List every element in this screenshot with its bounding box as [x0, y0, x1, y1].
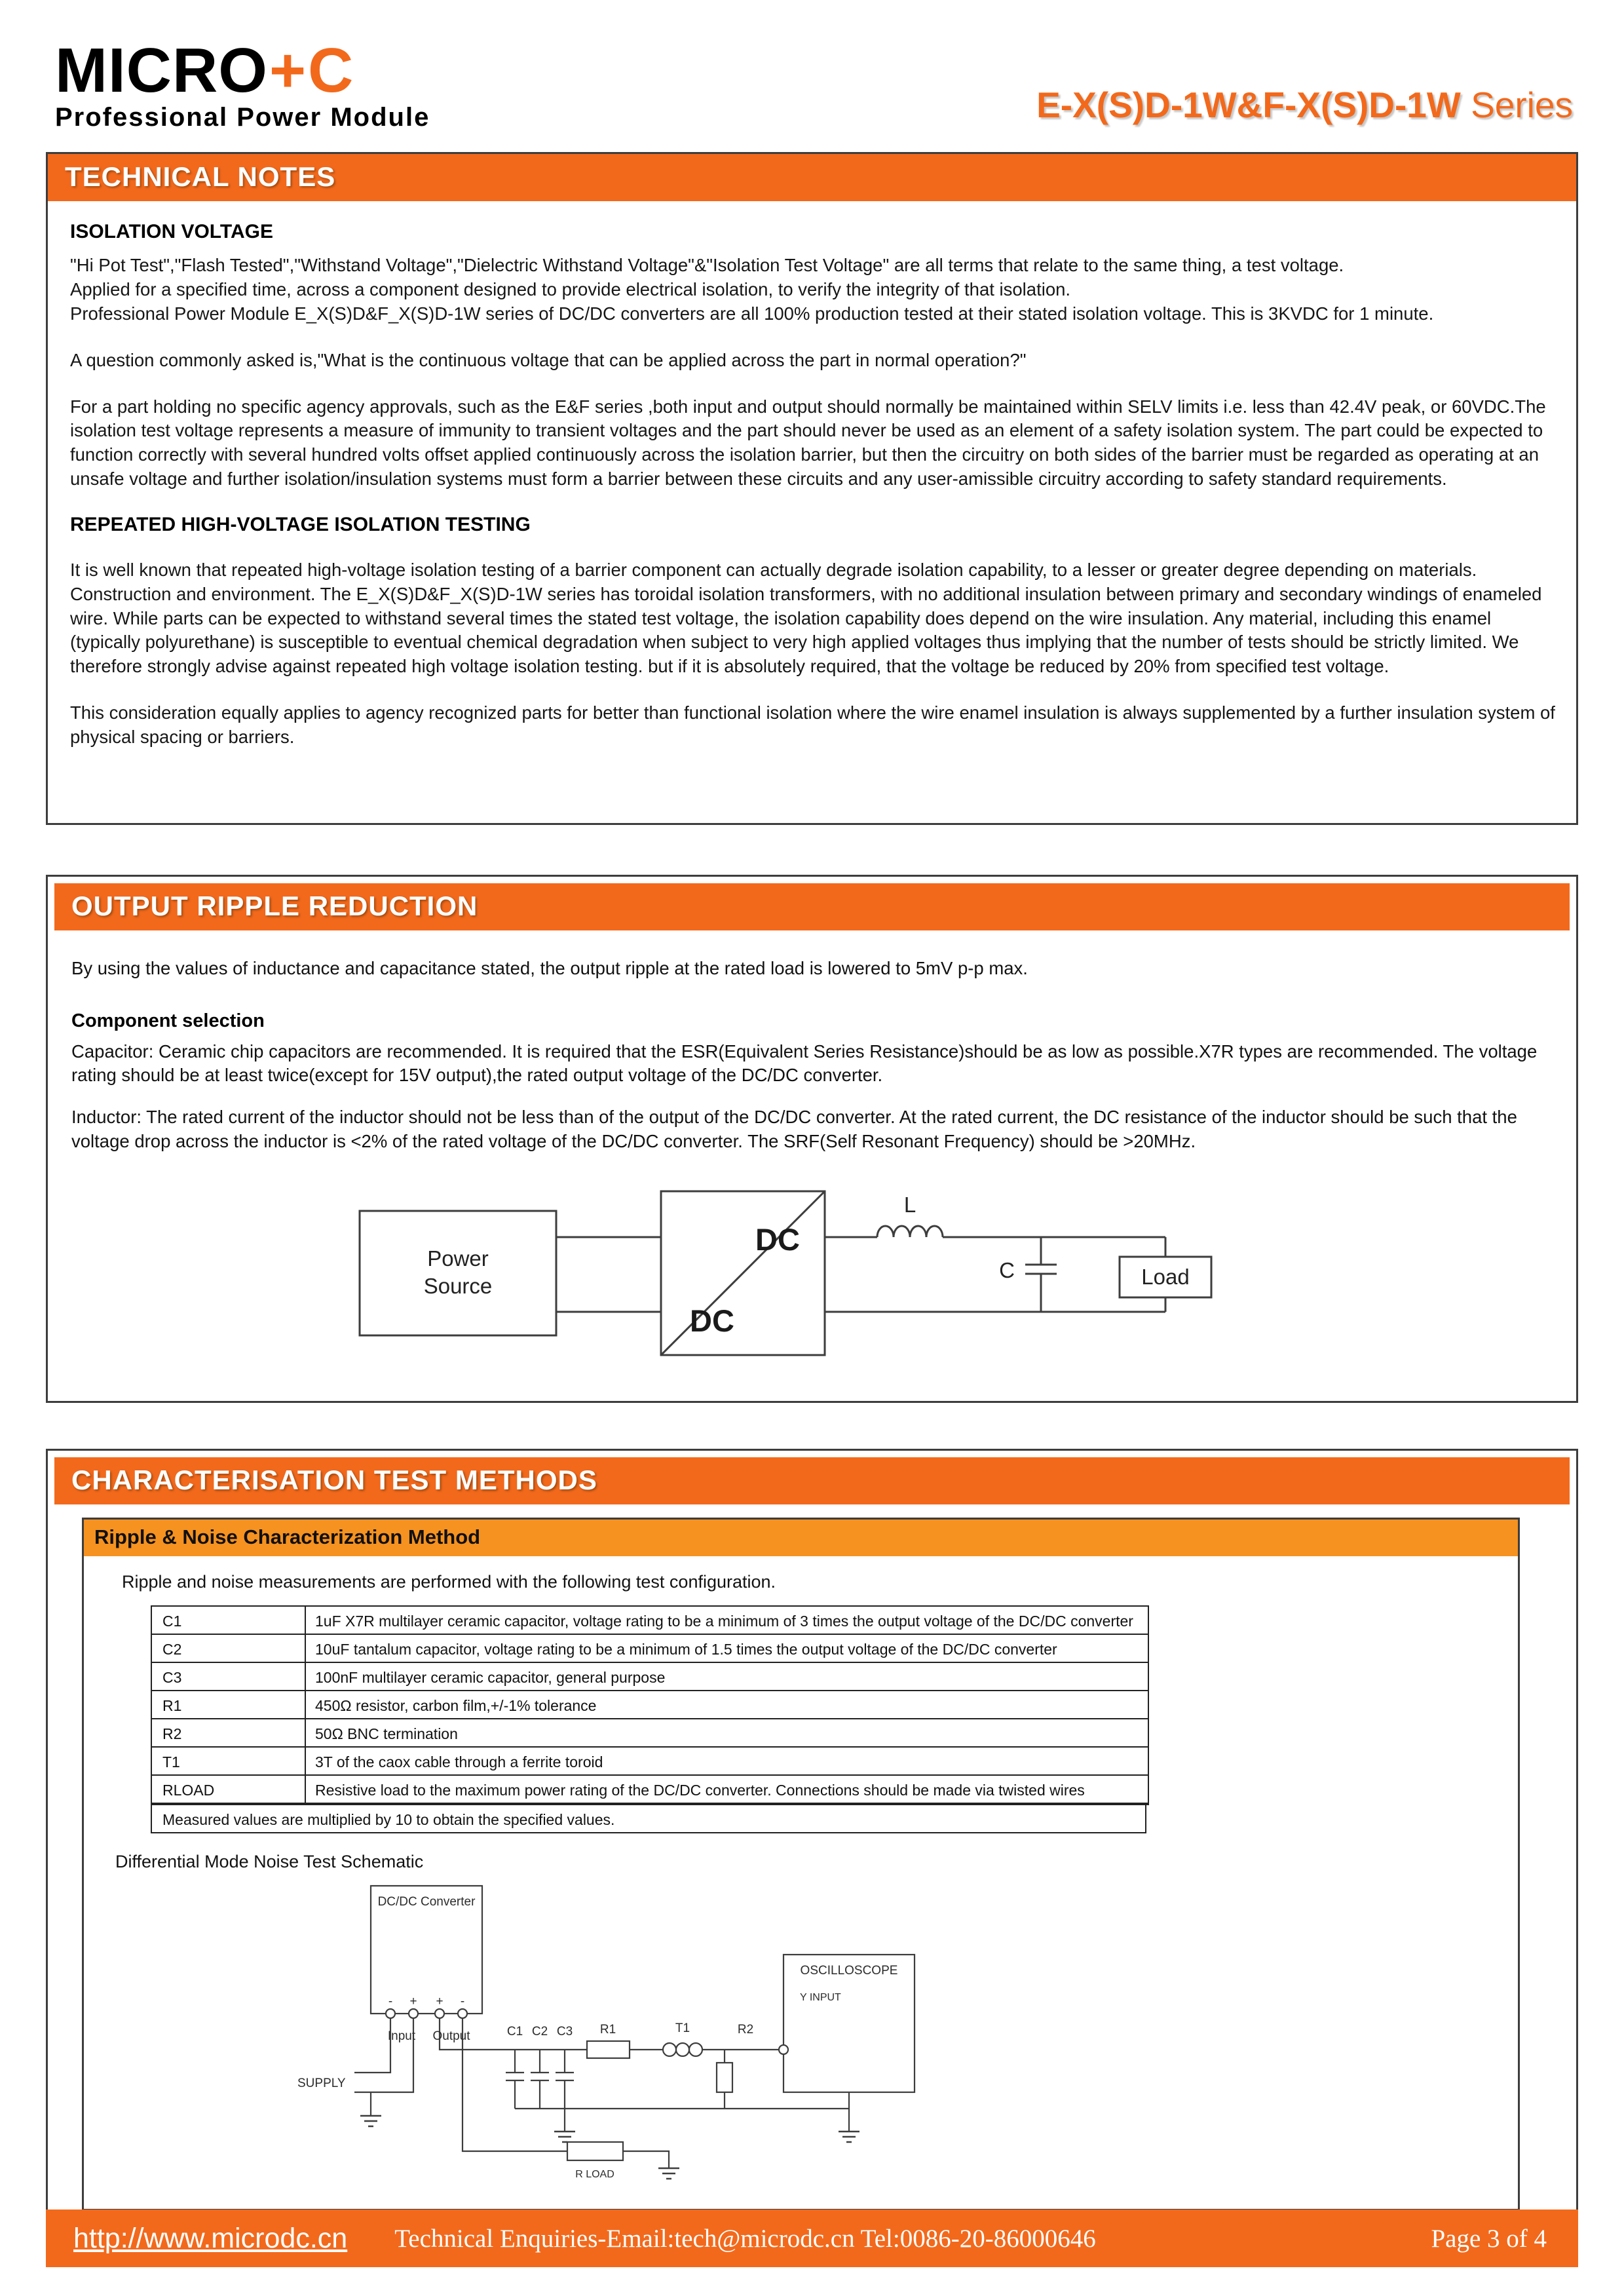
repeated-testing-heading: REPEATED HIGH-VOLTAGE ISOLATION TESTING [70, 513, 531, 535]
isolation-paragraph-3: For a part holding no specific agency approvals, such as the E&F series ,both input and output should normally be maintained within SELV limits i.e. less than 42.4V peak, or 60VDC.The isolation test voltage represents a measure of immunity to transient voltages and the part should never be used as an element of a safety isolation system. The part could be expected to function correctly with several hundred volts offset applied continuously across the isolation barrier, but then the circuitry on both sides of the barrier must be regarded as operating at an unsafe voltage and further isolation/insulation systems must form a barrier between these circuits and any user-amissible circuitry according to safety standard requirements. [70, 396, 1546, 489]
characterisation-inner-box [82, 1518, 1520, 2211]
table-row [152, 1663, 1148, 1691]
r2-label: R2 [737, 2023, 754, 2037]
component-label: R1 [152, 1691, 306, 1718]
component-description: 50Ω BNC termination [315, 1725, 458, 1743]
output-plus-terminal [435, 2009, 444, 2018]
component-description: 100nF multilayer ceramic capacitor, general purpose [315, 1669, 666, 1687]
inductor-symbol [877, 1226, 943, 1237]
characterisation-section [46, 1449, 1578, 2239]
technical-notes-section [46, 152, 1578, 825]
logo-text-micro: MICRO [55, 35, 268, 105]
input-minus-terminal [386, 2009, 395, 2018]
technical-notes-content [48, 201, 1576, 823]
logo-tagline: Professional Power Module [55, 103, 430, 132]
output-plus-label: + [436, 1995, 444, 2009]
input-label: Input [387, 2029, 416, 2044]
component-selection-heading: Component selection [71, 1010, 265, 1031]
capacitor-paragraph: Capacitor: Ceramic chip capacitors are recommended. It is required that the ESR(Equivalent Series Resistance)should be as low as possible.X7R types are recommended. The voltage rating should be at least twice(except for 15V output),the rated output voltage of the DC/DC converter. [71, 1041, 1538, 1086]
characterisation-banner: CHARACTERISATION TEST METHODS [54, 1457, 1570, 1504]
output-ripple-intro: By using the values of inductance and capacitance stated, the output ripple at the rated load is lowered to 5mV p-p max. [71, 957, 1028, 978]
inductor-label: L [903, 1193, 916, 1217]
rload-box [567, 2142, 623, 2160]
table-row [152, 1748, 1148, 1776]
ground-symbol [360, 2116, 381, 2126]
c2-label: C2 [531, 2025, 548, 2039]
characterisation-content [84, 1556, 1518, 2209]
r2-resistor-symbol [717, 2063, 732, 2092]
component-label: C3 [152, 1663, 306, 1690]
technical-notes-banner: TECHNICAL NOTES [48, 154, 1576, 201]
output-ripple-banner: OUTPUT RIPPLE REDUCTION [54, 883, 1570, 930]
oscilloscope-label: OSCILLOSCOPE [800, 1964, 898, 1978]
paragraph-line: Professional Power Module E_X(S)D&F_X(S)D-1W series of DC/DC converters are all 100% production tested at their stated isolation voltage. This is 3KVDC for 1 minute. [70, 303, 1434, 324]
supply-label: SUPPLY [297, 2076, 346, 2091]
c1-label: C1 [506, 2025, 523, 2039]
r1-resistor-symbol [587, 2041, 630, 2058]
component-label: R2 [152, 1719, 306, 1746]
component-description: Resistive load to the maximum power rating of the DC/DC converter. Connections should be made via twisted wires [315, 1782, 1085, 1799]
logo [55, 35, 430, 132]
output-minus-terminal [458, 2009, 467, 2018]
ground-symbol [839, 2132, 859, 2142]
t1-toroid-symbol [663, 2043, 676, 2056]
series-title [1036, 84, 1573, 132]
paragraph-line: Applied for a specified time, across a component designed to provide electrical isolation, to verify the integrity of that isolation. [70, 279, 1071, 300]
rload-label: R LOAD [575, 2169, 614, 2181]
repeated-testing-paragraph-1: It is well known that repeated high-voltage isolation testing of a barrier component can actually degrade isolation capability, to a lesser or greater degree depending on materials. Construction and environment. The E_X(S)D&F_X(S)D-1W series has toroidal isolation transformers, with no additional insulation between primary and secondary windings of enameled wire. While parts can be expected to withstand several times the stated test voltage, the isolation capability does depend on the wire insulation. Any material, including this enamel (typically polyurethane) is susceptible to eventual chemical degradation when subject to very high applied voltages thus implying that the number of tests should be strictly limited. We therefore strongly advise against repeated high voltage isolation testing. but if it is absolutely required, that the voltage be reduced by 20% from specified test voltage. [70, 559, 1542, 677]
table-row [152, 1607, 1148, 1635]
dc-label-top: DC [755, 1222, 800, 1257]
footer-bar [46, 2210, 1578, 2267]
series-title-suffix: Series [1460, 85, 1573, 126]
table-row [152, 1719, 1148, 1748]
schematic-caption: Differential Mode Noise Test Schematic [115, 1852, 424, 1872]
ground-symbol [554, 2132, 575, 2142]
component-description: 10uF tantalum capacitor, voltage rating to be a minimum of 1.5 times the output voltage of the DC/DC converter [315, 1641, 1057, 1658]
footer-url-link[interactable]: http://www.microdc.cn [73, 2222, 348, 2254]
c3-label: C3 [556, 2025, 573, 2039]
component-label: C1 [152, 1607, 306, 1634]
input-minus-label: - [388, 1995, 393, 2009]
logo-wordmark [55, 35, 430, 105]
output-ripple-content [48, 937, 1576, 1401]
table-row [152, 1635, 1148, 1663]
power-source-label-2: Source [423, 1274, 493, 1299]
repeated-testing-paragraph-2: This consideration equally applies to agency recognized parts for better than functional isolation where the wire enamel insulation is always supplemented by a further insulation system of physical spacing or barriers. [70, 702, 1555, 747]
load-label: Load [1141, 1265, 1190, 1290]
noise-test-schematic [292, 1876, 947, 2191]
scope-input-terminal [779, 2045, 788, 2054]
power-source-box [360, 1211, 556, 1335]
component-label: C2 [152, 1635, 306, 1662]
component-description: 450Ω resistor, carbon film,+/-1% tolerance [315, 1697, 597, 1715]
isolation-paragraph-2: A question commonly asked is,"What is the continuous voltage that can be applied across the part in normal operation?" [70, 349, 1027, 370]
series-title-main: E-X(S)D-1W&F-X(S)D-1W [1036, 85, 1461, 126]
component-description: 1uF X7R multilayer ceramic capacitor, voltage rating to be a minimum of 3 times the output voltage of the DC/DC converter [315, 1613, 1133, 1630]
component-label: T1 [152, 1748, 306, 1774]
ripple-noise-method-subbanner: Ripple & Noise Characterization Method [84, 1520, 1518, 1556]
footer-contact: Technical Enquiries-Email:tech@microdc.cn Tel:0086-20-86000646 [394, 2224, 1096, 2253]
table-note: Measured values are multiplied by 10 to obtain the specified values. [151, 1805, 1146, 1833]
component-description: 3T of the caox cable through a ferrite toroid [315, 1753, 603, 1771]
output-minus-label: - [460, 1995, 465, 2009]
ripple-reduction-diagram [353, 1172, 1270, 1388]
test-configuration-table [151, 1605, 1149, 1805]
dc-label-bottom: DC [690, 1303, 734, 1339]
plus-icon: + [269, 35, 307, 105]
capacitor-label: C [999, 1258, 1015, 1283]
paragraph-line: "Hi Pot Test","Flash Tested","Withstand Voltage","Dielectric Withstand Voltage"&"Isolation Test Voltage" are all terms that relate to the same thing, a test voltage. [70, 255, 1344, 276]
isolation-voltage-heading: ISOLATION VOLTAGE [70, 221, 273, 243]
footer-page-number: Page 3 of 4 [1431, 2224, 1547, 2253]
output-ripple-section [46, 875, 1578, 1403]
power-source-label-1: Power [427, 1246, 489, 1271]
ground-symbol [658, 2168, 679, 2179]
y-input-label: Y INPUT [800, 1992, 841, 2004]
input-plus-label: + [409, 1995, 417, 2009]
input-plus-terminal [409, 2009, 418, 2018]
t1-label: T1 [675, 2021, 690, 2036]
table-row [152, 1691, 1148, 1719]
converter-label: DC/DC Converter [377, 1895, 476, 1909]
component-label: RLOAD [152, 1776, 306, 1803]
table-row [152, 1776, 1148, 1804]
inductor-paragraph: Inductor: The rated current of the inductor should not be less than of the output of the DC/DC converter. At the rated current, the DC resistance of the inductor should be such that the voltage drop across the inductor is <2% of the rated voltage of the DC/DC converter. The SRF(Self Resonant Frequency) should be >20MHz. [71, 1107, 1517, 1151]
logo-text-c: C [308, 35, 354, 105]
characterisation-intro: Ripple and noise measurements are performed with the following test configuration. [122, 1572, 776, 1592]
output-label: Output [432, 2029, 470, 2044]
isolation-paragraph-1 [70, 254, 1555, 326]
r1-label: R1 [599, 2023, 616, 2037]
page-header [55, 35, 1573, 132]
